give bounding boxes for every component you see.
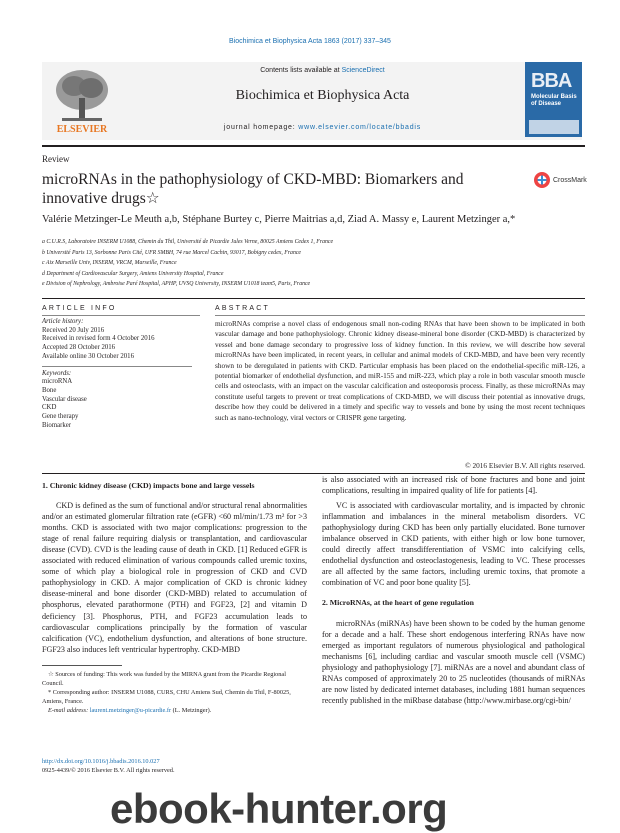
affiliation-d: d Department of Cardiovascular Surgery, Amiens University Hospital, France xyxy=(42,270,224,277)
funding-footnote: ☆ Sources of funding: This work was funded by the MIRNA grant from the Picardie Regional Council. xyxy=(42,671,286,687)
keywords-divider xyxy=(42,366,192,367)
footnote-divider xyxy=(42,665,122,666)
section-1-paragraph: VC is associated with cardiovascular mortality, and is impacted by chronic inflammation and imbalances in the mineral metabolism disorders. VC pathophysiology during CKD has been only partially elucidated. Bone turnover imbalance observed in CKD patients, with either high or low bone turnover, could directly affect transdifferentiation of VSMC into calcifying cells, endothelial dysfunction and osteoclastogenesis, leading to VC. These processes are all affected by the same factors, including uremic toxins, that promote a combination of VC and poor bone quality [5]. xyxy=(322,501,585,588)
doi-link[interactable]: http://dx.doi.org/10.1016/j.bbadis.2016.10.027 xyxy=(42,758,160,765)
affiliations xyxy=(42,237,602,290)
contents-line xyxy=(120,67,525,74)
journal-citation[interactable]: Biochimica et Biophysica Acta 1863 (2017) 337–345 xyxy=(229,38,391,45)
section-2-paragraph: microRNAs (miRNAs) have been shown to be coded by the human genome for a decade and a half. These short endogenous interfering RNAs have now emerged as important regulators of numerous physiological and pathological mechanisms [6], including cardiac and vascular smooth muscle cell (VSMC) physiology and pathophysiology [7]. miRNAs are a novel and abundant class of RNAs composed of approximately 20 to 25 nucleotides (thousands of miRNAs are now listed by dedicated internet databases, including 1881 human sequences recently published in the miRbase database (http://www.mirbase.org/cgi-bin/ xyxy=(322,618,585,705)
journal-cover xyxy=(525,62,582,137)
affiliation-e: e Division of Nephrology, Ambroise Paré Hospital, APHP, UVSQ University, INSERM U1018 team5, Paris, France xyxy=(42,281,311,287)
contents-prefix: Contents lists available at xyxy=(260,67,342,74)
section-1-paragraph: CKD is defined as the sum of functional and/or structural renal abnormalities and/or an estimated glomerular filtration rate (eGFR) <60 ml/min/1.73 m² for >3 months. CKD is associated with two major complications: progression to the stage of renal failure requiring dialysis or transplantation, and cardiovascular disease (CVD). CVD is the leading cause of death in CKD. [1] Reduced eGFR is associated with reduced elimination of various compounds called uremic toxins, some of which play a biological role in progression of CKD and CVD pathophysiology in CKD. A major complication of CKD is chronic kidney disease-mineral and bone disorder (CKD-MBD) related to accumulation of phosphorus, elevated parathormone (PTH) and FGF23, [2] and vitamin D deficiency [3]. Phosphorus, PTH, and FGF23 accumulation leads to cardiovascular complications principally by the formation of vascular calcification (VC), endothelium dysfunction, and alterations of bone structure. FGF23 also induces left ventricular hypertrophy. CKD-MBD xyxy=(42,501,307,654)
keyword: Vascular disease xyxy=(42,395,87,403)
cover-bba-text: BBA xyxy=(531,70,572,92)
footnotes xyxy=(42,670,307,715)
keywords-label: Keywords: xyxy=(42,369,72,377)
article-identifiers xyxy=(42,758,307,775)
history-label: Article history: xyxy=(42,318,84,325)
keyword: CKD xyxy=(42,404,57,412)
abstract-text: microRNAs comprise a novel class of endogenous small non-coding RNAs that have been shown to be implicated in both vascular damage and bone pathophysiology. Chronic kidney disease-mineral bone disorder (CKD-MBD) is characterized by vessel and bone damage secondary to progressive loss of kidney function. In this review, we will describe how several microRNAs have been implicated, in recent years, in cellular and animal models of CKD-MBD, and have been very recently shown to be deregulated in patients with CKD. Particular emphasis has been placed on the endothelial-specific miR-126, a potential biomarker of endothelial dysfunction, and miR-155 and miR-223, which play a role in both vascular smooth muscle cells and osteoclasts, with an impact on the vascular calcification and osteoporosis process. Finally, as these microRNAs may constitute useful targets to prevent or treat complications of CKD-MBD, we will discuss their potential as innovative drugs, describe how they could be delivered in a timely and specific way to vessels and bone by using the most recent techniques such as nano-technology, viral vectors or CRISPR gene targeting. xyxy=(215,319,585,422)
crossmark-label: CrossMark xyxy=(552,176,587,184)
homepage-prefix: journal homepage: xyxy=(223,124,299,131)
author-list: Valérie Metzinger-Le Meuth a,b, Stéphane Burtey c, Pierre Maitrias a,d, Ziad A. Massy e, Laurent Metzinger a,* xyxy=(42,214,516,225)
body-right-column xyxy=(322,474,585,706)
keyword: Bone xyxy=(42,386,57,394)
email-link[interactable]: laurent.metzinger@u-picardie.fr xyxy=(89,707,172,714)
email-label: E-mail address: xyxy=(48,707,90,714)
keyword: Biomarker xyxy=(42,421,72,429)
section-2-heading: 2. MicroRNAs, at the heart of gene regulation xyxy=(322,598,474,608)
crossmark-icon xyxy=(533,171,551,189)
info-rule xyxy=(42,315,200,316)
section-1-paragraph-continued: is also associated with an increased risk of bone fractures and bone and joint complications, resulting in impaired quality of life for patients [4]. xyxy=(322,475,585,496)
abstract-rule xyxy=(215,315,585,316)
elsevier-wordmark: ELSEVIER xyxy=(56,124,108,135)
elsevier-logo xyxy=(44,64,120,138)
history-accepted: Accepted 28 October 2016 xyxy=(42,344,116,352)
sciencedirect-link[interactable]: ScienceDirect xyxy=(341,67,385,74)
body-left-column xyxy=(42,480,307,655)
history-received: Received 20 July 2016 xyxy=(42,326,105,334)
keyword: Gene therapy xyxy=(42,413,79,421)
abstract-heading: ABSTRACT xyxy=(215,305,270,312)
affiliation-c: c Aix Marseille Univ, INSERM, VRCM, Marseille, France xyxy=(42,260,177,266)
corresponding-footnote: * Corresponding author: INSERM U1088, CURS, CHU Amiens Sud, Chemin du Thil, F-80025, Amiens, France. xyxy=(42,689,291,705)
affiliations-divider xyxy=(42,298,585,299)
article-title: microRNAs in the pathophysiology of CKD-MBD: Biomarkers and innovative drugs☆ xyxy=(42,171,464,207)
crossmark-badge[interactable] xyxy=(533,171,593,189)
affiliation-a: a C.U.R.S, Laboratoire INSERM U1088, Chemin du Thil, Université de Picardie Jules Verne, 80025 Amiens Cedex 1, France xyxy=(42,239,334,245)
cover-image xyxy=(529,120,579,134)
issn-line: 0925-4439/© 2016 Elsevier B.V. All rights reserved. xyxy=(42,766,175,774)
homepage-link[interactable]: www.elsevier.com/locate/bbadis xyxy=(298,124,422,131)
article-type: Review xyxy=(42,154,70,164)
section-1-heading: 1. Chronic kidney disease (CKD) impacts bone and large vessels xyxy=(42,481,255,490)
watermark: ebook-hunter.org xyxy=(110,785,448,832)
history-online: Available online 30 October 2016 xyxy=(42,352,134,360)
abstract-copyright: © 2016 Elsevier B.V. All rights reserved. xyxy=(465,461,585,470)
journal-title: Biochimica et Biophysica Acta xyxy=(235,88,410,103)
journal-homepage xyxy=(120,124,525,131)
header-divider xyxy=(42,145,585,147)
article-info-heading: ARTICLE INFO xyxy=(42,305,117,312)
cover-subtitle: Molecular Basis of Disease xyxy=(531,94,577,107)
keyword: microRNA xyxy=(42,378,73,386)
article-info xyxy=(42,318,192,430)
affiliation-b: b Université Paris 13, Sorbonne Paris Cité, UFR SMBH, 74 rue Marcel Cachin, 93017, Bobigny cedex, France xyxy=(42,249,301,256)
history-revised: Received in revised form 4 October 2016 xyxy=(42,335,155,343)
email-suffix: (L. Metzinger). xyxy=(171,707,212,714)
